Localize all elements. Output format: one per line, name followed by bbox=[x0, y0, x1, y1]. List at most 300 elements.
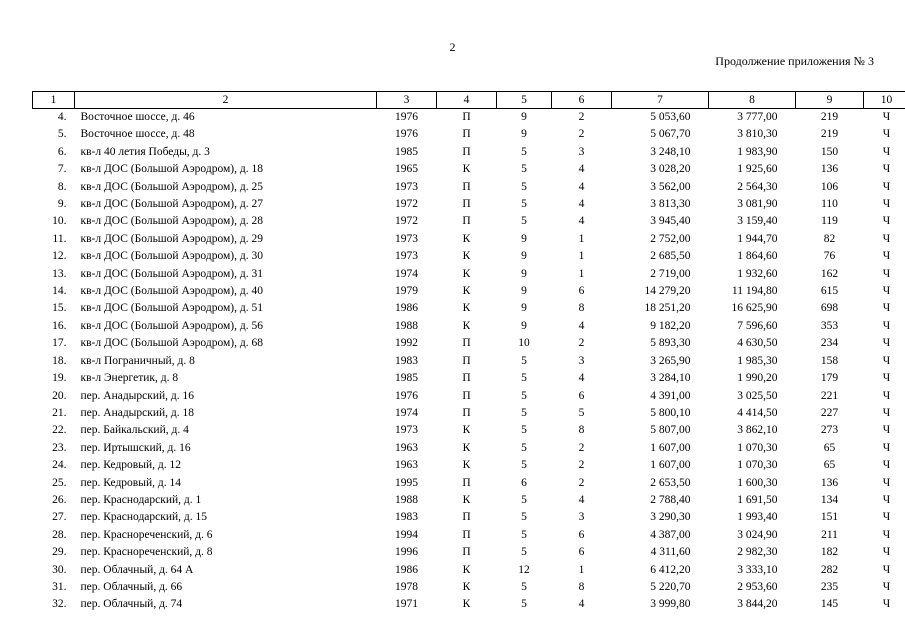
cell-status: Ч bbox=[882, 285, 891, 298]
cell-wall-material: П bbox=[462, 145, 471, 158]
cell-living-area: 3 025,50 bbox=[737, 389, 778, 402]
cell-residents: 106 bbox=[820, 180, 839, 193]
page-number: 2 bbox=[449, 40, 456, 54]
cell-entrances: 2 bbox=[578, 476, 585, 489]
cell-year-built: 1985 bbox=[395, 372, 418, 385]
cell-entrances: 8 bbox=[578, 302, 585, 315]
cell-wall-material: К bbox=[462, 493, 471, 506]
cell-entrances: 3 bbox=[578, 511, 585, 524]
table-row bbox=[33, 370, 905, 387]
cell-wall-material: К bbox=[462, 232, 471, 245]
cell-status: Ч bbox=[882, 354, 891, 367]
cell-floors: 9 bbox=[521, 319, 527, 332]
cell-residents: 182 bbox=[820, 546, 839, 559]
cell-residents: 211 bbox=[821, 528, 838, 541]
cell-address: пер. Краснодарский, д. 1 bbox=[80, 493, 202, 506]
cell-status: Ч bbox=[882, 111, 891, 123]
cell-row-number: 26. bbox=[52, 493, 67, 506]
table-row bbox=[33, 266, 905, 283]
table-row bbox=[33, 457, 905, 474]
cell-year-built: 1963 bbox=[395, 441, 418, 454]
cell-row-number: 25. bbox=[52, 476, 67, 489]
cell-total-area: 5 220,70 bbox=[650, 580, 691, 593]
cell-row-number: 16. bbox=[52, 319, 67, 332]
table-row bbox=[33, 179, 905, 196]
cell-floors: 9 bbox=[521, 111, 527, 123]
cell-address: Восточное шоссе, д. 46 bbox=[80, 111, 195, 123]
cell-entrances: 2 bbox=[578, 128, 585, 141]
cell-year-built: 1983 bbox=[395, 354, 418, 367]
cell-entrances: 4 bbox=[578, 319, 585, 332]
cell-status: Ч bbox=[882, 546, 891, 559]
cell-address: кв-л ДОС (Большой Аэродром), д. 27 bbox=[80, 198, 263, 211]
cell-status: Ч bbox=[882, 163, 891, 176]
cell-year-built: 1976 bbox=[395, 128, 418, 141]
cell-status: Ч bbox=[882, 337, 891, 350]
cell-residents: 136 bbox=[820, 476, 839, 489]
cell-residents: 282 bbox=[820, 563, 839, 576]
cell-address: кв-л 40 летия Победы, д. 3 bbox=[80, 145, 210, 158]
cell-living-area: 1 070,30 bbox=[737, 459, 778, 472]
cell-wall-material: П bbox=[462, 354, 471, 367]
cell-entrances: 3 bbox=[578, 145, 585, 158]
cell-status: Ч bbox=[882, 598, 891, 611]
cell-status: Ч bbox=[882, 250, 891, 263]
cell-row-number: 5. bbox=[57, 128, 67, 141]
cell-wall-material: П bbox=[462, 546, 471, 559]
table-row bbox=[33, 335, 905, 352]
cell-address: кв-л ДОС (Большой Аэродром), д. 30 bbox=[80, 250, 263, 263]
cell-floors: 5 bbox=[521, 180, 527, 193]
cell-residents: 65 bbox=[823, 441, 836, 454]
cell-total-area: 3 945,40 bbox=[650, 215, 691, 228]
cell-status: Ч bbox=[882, 476, 891, 489]
cell-floors: 5 bbox=[521, 546, 527, 559]
cell-address: кв-л ДОС (Большой Аэродром), д. 56 bbox=[80, 319, 263, 332]
cell-floors: 9 bbox=[521, 285, 527, 298]
cell-status: Ч bbox=[882, 511, 891, 524]
cell-total-area: 2 788,40 bbox=[650, 493, 691, 506]
cell-year-built: 1965 bbox=[395, 163, 418, 176]
cell-living-area: 3 810,30 bbox=[737, 128, 778, 141]
table-body bbox=[33, 109, 905, 614]
column-header: 9 bbox=[796, 92, 864, 109]
cell-residents: 162 bbox=[820, 267, 839, 280]
cell-residents: 134 bbox=[820, 493, 839, 506]
cell-total-area: 2 653,50 bbox=[650, 476, 691, 489]
cell-year-built: 1985 bbox=[395, 145, 418, 158]
cell-entrances: 8 bbox=[578, 580, 585, 593]
cell-address: пер. Кедровый, д. 12 bbox=[80, 459, 181, 472]
cell-entrances: 2 bbox=[578, 441, 585, 454]
cell-total-area: 3 265,90 bbox=[650, 354, 691, 367]
cell-wall-material: П bbox=[462, 215, 471, 228]
table-row bbox=[33, 440, 905, 457]
cell-living-area: 1 983,90 bbox=[737, 145, 778, 158]
cell-status: Ч bbox=[882, 128, 891, 141]
cell-floors: 5 bbox=[521, 424, 527, 437]
cell-floors: 5 bbox=[521, 598, 527, 611]
cell-residents: 615 bbox=[820, 285, 839, 298]
cell-row-number: 27. bbox=[52, 511, 67, 524]
cell-row-number: 18. bbox=[52, 354, 67, 367]
cell-floors: 5 bbox=[521, 511, 527, 524]
cell-living-area: 7 596,60 bbox=[737, 319, 778, 332]
column-header: 7 bbox=[612, 92, 709, 109]
cell-entrances: 2 bbox=[578, 337, 585, 350]
cell-entrances: 4 bbox=[578, 493, 585, 506]
cell-entrances: 4 bbox=[578, 372, 585, 385]
cell-address: кв-л ДОС (Большой Аэродром), д. 25 bbox=[80, 180, 263, 193]
table-row bbox=[33, 196, 905, 213]
cell-living-area: 3 024,90 bbox=[737, 528, 778, 541]
cell-total-area: 4 311,60 bbox=[650, 546, 691, 559]
cell-total-area: 1 607,00 bbox=[650, 459, 691, 472]
column-header: 3 bbox=[377, 92, 437, 109]
cell-living-area: 1 864,60 bbox=[737, 250, 778, 263]
cell-floors: 5 bbox=[521, 580, 527, 593]
cell-year-built: 1973 bbox=[395, 180, 418, 193]
table-row bbox=[33, 213, 905, 230]
cell-living-area: 1 691,50 bbox=[737, 493, 778, 506]
cell-residents: 136 bbox=[820, 163, 839, 176]
cell-row-number: 15. bbox=[52, 302, 67, 315]
cell-residents: 76 bbox=[823, 250, 836, 263]
cell-entrances: 4 bbox=[578, 180, 585, 193]
cell-row-number: 30. bbox=[52, 563, 67, 576]
cell-wall-material: П bbox=[462, 111, 471, 123]
cell-total-area: 2 752,00 bbox=[650, 232, 691, 245]
cell-wall-material: П bbox=[462, 528, 471, 541]
cell-floors: 9 bbox=[521, 232, 527, 245]
cell-year-built: 1994 bbox=[395, 528, 418, 541]
cell-row-number: 17. bbox=[52, 337, 67, 350]
column-header: 6 bbox=[552, 92, 612, 109]
cell-row-number: 4. bbox=[57, 111, 67, 123]
cell-living-area: 1 993,40 bbox=[737, 511, 778, 524]
cell-entrances: 4 bbox=[578, 198, 585, 211]
cell-row-number: 13. bbox=[52, 267, 67, 280]
cell-address: кв-л ДОС (Большой Аэродром), д. 28 bbox=[80, 215, 263, 228]
cell-year-built: 1976 bbox=[395, 111, 418, 123]
cell-wall-material: П bbox=[462, 372, 471, 385]
cell-living-area: 1 070,30 bbox=[737, 441, 778, 454]
cell-floors: 6 bbox=[521, 476, 527, 489]
cell-row-number: 21. bbox=[52, 406, 67, 419]
cell-row-number: 6. bbox=[57, 145, 67, 158]
cell-status: Ч bbox=[882, 528, 891, 541]
cell-wall-material: К bbox=[462, 285, 471, 298]
cell-row-number: 7. bbox=[57, 163, 67, 176]
column-header: 10 bbox=[864, 92, 905, 109]
cell-row-number: 31. bbox=[52, 580, 67, 593]
cell-total-area: 1 607,00 bbox=[650, 441, 691, 454]
cell-floors: 9 bbox=[521, 267, 527, 280]
cell-total-area: 6 412,20 bbox=[650, 563, 691, 576]
cell-entrances: 1 bbox=[578, 250, 585, 263]
cell-residents: 227 bbox=[820, 406, 839, 419]
cell-living-area: 2 953,60 bbox=[737, 580, 778, 593]
housing-table bbox=[32, 91, 905, 614]
cell-living-area: 2 982,30 bbox=[737, 546, 778, 559]
cell-wall-material: К bbox=[462, 424, 471, 437]
cell-year-built: 1974 bbox=[395, 406, 418, 419]
cell-living-area: 3 844,20 bbox=[737, 598, 778, 611]
cell-total-area: 4 391,00 bbox=[650, 389, 691, 402]
cell-wall-material: П bbox=[462, 337, 471, 350]
cell-floors: 9 bbox=[521, 250, 527, 263]
cell-living-area: 1 925,60 bbox=[737, 163, 778, 176]
cell-total-area: 18 251,20 bbox=[644, 302, 691, 315]
cell-residents: 151 bbox=[820, 511, 839, 524]
table-row bbox=[33, 562, 905, 579]
cell-address: пер. Краснореченский, д. 6 bbox=[80, 528, 213, 541]
cell-wall-material: К bbox=[462, 598, 471, 611]
table-row bbox=[33, 492, 905, 509]
cell-total-area: 14 279,20 bbox=[644, 285, 691, 298]
table-row bbox=[33, 283, 905, 300]
cell-floors: 5 bbox=[521, 459, 527, 472]
cell-address: пер. Кедровый, д. 14 bbox=[80, 476, 181, 489]
cell-row-number: 9. bbox=[57, 198, 67, 211]
table-row bbox=[33, 109, 905, 127]
table-row bbox=[33, 422, 905, 439]
cell-address: пер. Иртышский, д. 16 bbox=[80, 441, 191, 454]
table-row bbox=[33, 161, 905, 178]
cell-floors: 5 bbox=[521, 406, 527, 419]
table-row bbox=[33, 579, 905, 596]
table-row bbox=[33, 248, 905, 265]
cell-living-area: 3 333,10 bbox=[737, 563, 778, 576]
cell-floors: 5 bbox=[521, 215, 527, 228]
cell-address: кв-л ДОС (Большой Аэродром), д. 68 bbox=[80, 337, 263, 350]
cell-status: Ч bbox=[882, 441, 891, 454]
cell-residents: 219 bbox=[820, 111, 839, 123]
cell-wall-material: К bbox=[462, 319, 471, 332]
cell-year-built: 1971 bbox=[395, 598, 418, 611]
cell-floors: 5 bbox=[521, 163, 527, 176]
cell-row-number: 8. bbox=[57, 180, 67, 193]
cell-address: пер. Облачный, д. 66 bbox=[80, 580, 183, 593]
cell-total-area: 9 182,20 bbox=[650, 319, 691, 332]
cell-residents: 221 bbox=[820, 389, 839, 402]
table-row bbox=[33, 126, 905, 143]
cell-entrances: 4 bbox=[578, 163, 585, 176]
cell-row-number: 19. bbox=[52, 372, 67, 385]
cell-entrances: 4 bbox=[578, 598, 585, 611]
cell-year-built: 1973 bbox=[395, 424, 418, 437]
cell-entrances: 8 bbox=[578, 424, 585, 437]
cell-wall-material: К bbox=[462, 267, 471, 280]
cell-total-area: 5 800,10 bbox=[650, 406, 691, 419]
cell-status: Ч bbox=[882, 580, 891, 593]
cell-address: пер. Байкальский, д. 4 bbox=[80, 424, 189, 437]
cell-living-area: 1 600,30 bbox=[737, 476, 778, 489]
cell-living-area: 4 630,50 bbox=[737, 337, 778, 350]
cell-address: кв-л ДОС (Большой Аэродром), д. 40 bbox=[80, 285, 263, 298]
cell-entrances: 3 bbox=[578, 354, 585, 367]
cell-year-built: 1986 bbox=[395, 302, 418, 315]
cell-floors: 10 bbox=[518, 337, 530, 350]
cell-wall-material: П bbox=[462, 511, 471, 524]
cell-living-area: 1 990,20 bbox=[737, 372, 778, 385]
cell-residents: 353 bbox=[820, 319, 839, 332]
cell-residents: 145 bbox=[820, 598, 839, 611]
cell-year-built: 1973 bbox=[395, 250, 418, 263]
cell-residents: 698 bbox=[820, 302, 839, 315]
cell-status: Ч bbox=[882, 232, 891, 245]
cell-floors: 9 bbox=[521, 128, 527, 141]
cell-wall-material: П bbox=[462, 389, 471, 402]
cell-address: пер. Облачный, д. 74 bbox=[80, 598, 183, 611]
cell-entrances: 1 bbox=[578, 267, 585, 280]
cell-total-area: 5 807,00 bbox=[650, 424, 691, 437]
cell-row-number: 12. bbox=[52, 250, 67, 263]
table-row bbox=[33, 300, 905, 317]
cell-total-area: 5 893,30 bbox=[650, 337, 691, 350]
cell-floors: 12 bbox=[518, 563, 530, 576]
cell-living-area: 1 932,60 bbox=[737, 267, 778, 280]
cell-residents: 235 bbox=[820, 580, 839, 593]
table-row bbox=[33, 353, 905, 370]
cell-status: Ч bbox=[882, 459, 891, 472]
cell-floors: 5 bbox=[521, 354, 527, 367]
cell-floors: 5 bbox=[521, 389, 527, 402]
cell-year-built: 1978 bbox=[395, 580, 418, 593]
table-row bbox=[33, 405, 905, 422]
cell-year-built: 1986 bbox=[395, 563, 418, 576]
cell-row-number: 22. bbox=[52, 424, 67, 437]
cell-year-built: 1988 bbox=[395, 493, 418, 506]
cell-year-built: 1976 bbox=[395, 389, 418, 402]
cell-living-area: 3 777,00 bbox=[737, 111, 778, 123]
cell-wall-material: П bbox=[462, 180, 471, 193]
cell-residents: 158 bbox=[820, 354, 839, 367]
cell-row-number: 10. bbox=[52, 215, 67, 228]
cell-year-built: 1992 bbox=[395, 337, 418, 350]
cell-living-area: 1 985,30 bbox=[737, 354, 778, 367]
cell-status: Ч bbox=[882, 319, 891, 332]
cell-status: Ч bbox=[882, 302, 891, 315]
cell-total-area: 5 053,60 bbox=[650, 111, 691, 123]
cell-year-built: 1995 bbox=[395, 476, 418, 489]
cell-wall-material: К bbox=[462, 441, 471, 454]
cell-living-area: 11 194,80 bbox=[731, 285, 778, 298]
cell-total-area: 3 248,10 bbox=[650, 145, 691, 158]
cell-living-area: 3 159,40 bbox=[737, 215, 778, 228]
table-row bbox=[33, 475, 905, 492]
cell-wall-material: П bbox=[462, 406, 471, 419]
cell-entrances: 6 bbox=[578, 528, 585, 541]
cell-total-area: 5 067,70 bbox=[650, 128, 691, 141]
cell-address: кв-л ДОС (Большой Аэродром), д. 29 bbox=[80, 232, 263, 245]
cell-wall-material: К bbox=[462, 163, 471, 176]
appendix-note: Продолжение приложения № 3 bbox=[715, 54, 874, 68]
table-row bbox=[33, 144, 905, 161]
cell-row-number: 20. bbox=[52, 389, 67, 402]
cell-status: Ч bbox=[882, 215, 891, 228]
cell-residents: 82 bbox=[823, 232, 836, 245]
cell-residents: 110 bbox=[821, 198, 838, 211]
cell-row-number: 32. bbox=[52, 598, 67, 611]
cell-status: Ч bbox=[882, 389, 891, 402]
cell-year-built: 1972 bbox=[395, 215, 418, 228]
cell-residents: 119 bbox=[821, 215, 838, 228]
cell-row-number: 11. bbox=[52, 232, 67, 245]
cell-entrances: 1 bbox=[578, 232, 585, 245]
cell-wall-material: П bbox=[462, 128, 471, 141]
cell-entrances: 5 bbox=[578, 406, 585, 419]
cell-entrances: 2 bbox=[578, 111, 585, 123]
cell-wall-material: К bbox=[462, 580, 471, 593]
cell-address: кв-л ДОС (Большой Аэродром), д. 31 bbox=[80, 267, 263, 280]
column-header: 8 bbox=[709, 92, 796, 109]
cell-living-area: 3 862,10 bbox=[737, 424, 778, 437]
cell-floors: 5 bbox=[521, 528, 527, 541]
table-row bbox=[33, 318, 905, 335]
cell-status: Ч bbox=[882, 145, 891, 158]
cell-residents: 234 bbox=[820, 337, 839, 350]
cell-year-built: 1974 bbox=[395, 267, 418, 280]
cell-address: пер. Облачный, д. 64 А bbox=[80, 563, 194, 576]
cell-floors: 5 bbox=[521, 145, 527, 158]
cell-year-built: 1996 bbox=[395, 546, 418, 559]
cell-address: пер. Анадырский, д. 18 bbox=[80, 406, 195, 419]
cell-total-area: 3 562,00 bbox=[650, 180, 691, 193]
cell-floors: 5 bbox=[521, 198, 527, 211]
cell-year-built: 1973 bbox=[395, 232, 418, 245]
column-header: 2 bbox=[75, 92, 377, 109]
cell-total-area: 3 999,80 bbox=[650, 598, 691, 611]
cell-address: кв-л Пограничный, д. 8 bbox=[80, 354, 195, 367]
cell-floors: 5 bbox=[521, 441, 527, 454]
cell-year-built: 1979 bbox=[395, 285, 418, 298]
cell-address: кв-л Энергетик, д. 8 bbox=[80, 372, 179, 385]
cell-entrances: 6 bbox=[578, 389, 585, 402]
cell-floors: 9 bbox=[521, 302, 527, 315]
cell-year-built: 1983 bbox=[395, 511, 418, 524]
cell-address: Восточное шоссе, д. 48 bbox=[80, 128, 195, 141]
cell-status: Ч bbox=[882, 563, 891, 576]
cell-wall-material: П bbox=[462, 198, 471, 211]
cell-wall-material: К bbox=[462, 250, 471, 263]
cell-address: кв-л ДОС (Большой Аэродром), д. 51 bbox=[80, 302, 263, 315]
cell-row-number: 23. bbox=[52, 441, 67, 454]
cell-residents: 65 bbox=[823, 459, 836, 472]
cell-row-number: 14. bbox=[52, 285, 67, 298]
cell-living-area: 4 414,50 bbox=[737, 406, 778, 419]
cell-residents: 179 bbox=[820, 372, 839, 385]
cell-living-area: 2 564,30 bbox=[737, 180, 778, 193]
cell-year-built: 1988 bbox=[395, 319, 418, 332]
table-row bbox=[33, 527, 905, 544]
cell-floors: 5 bbox=[521, 372, 527, 385]
column-header: 4 bbox=[437, 92, 497, 109]
cell-wall-material: К bbox=[462, 459, 471, 472]
cell-floors: 5 bbox=[521, 493, 527, 506]
cell-year-built: 1972 bbox=[395, 198, 418, 211]
cell-address: пер. Анадырский, д. 16 bbox=[80, 389, 195, 402]
cell-year-built: 1963 bbox=[395, 459, 418, 472]
cell-status: Ч bbox=[882, 424, 891, 437]
cell-total-area: 3 028,20 bbox=[650, 163, 691, 176]
table-row bbox=[33, 388, 905, 405]
cell-total-area: 2 685,50 bbox=[650, 250, 691, 263]
cell-status: Ч bbox=[882, 372, 891, 385]
cell-status: Ч bbox=[882, 198, 891, 211]
cell-entrances: 6 bbox=[578, 285, 585, 298]
cell-living-area: 3 081,90 bbox=[737, 198, 778, 211]
